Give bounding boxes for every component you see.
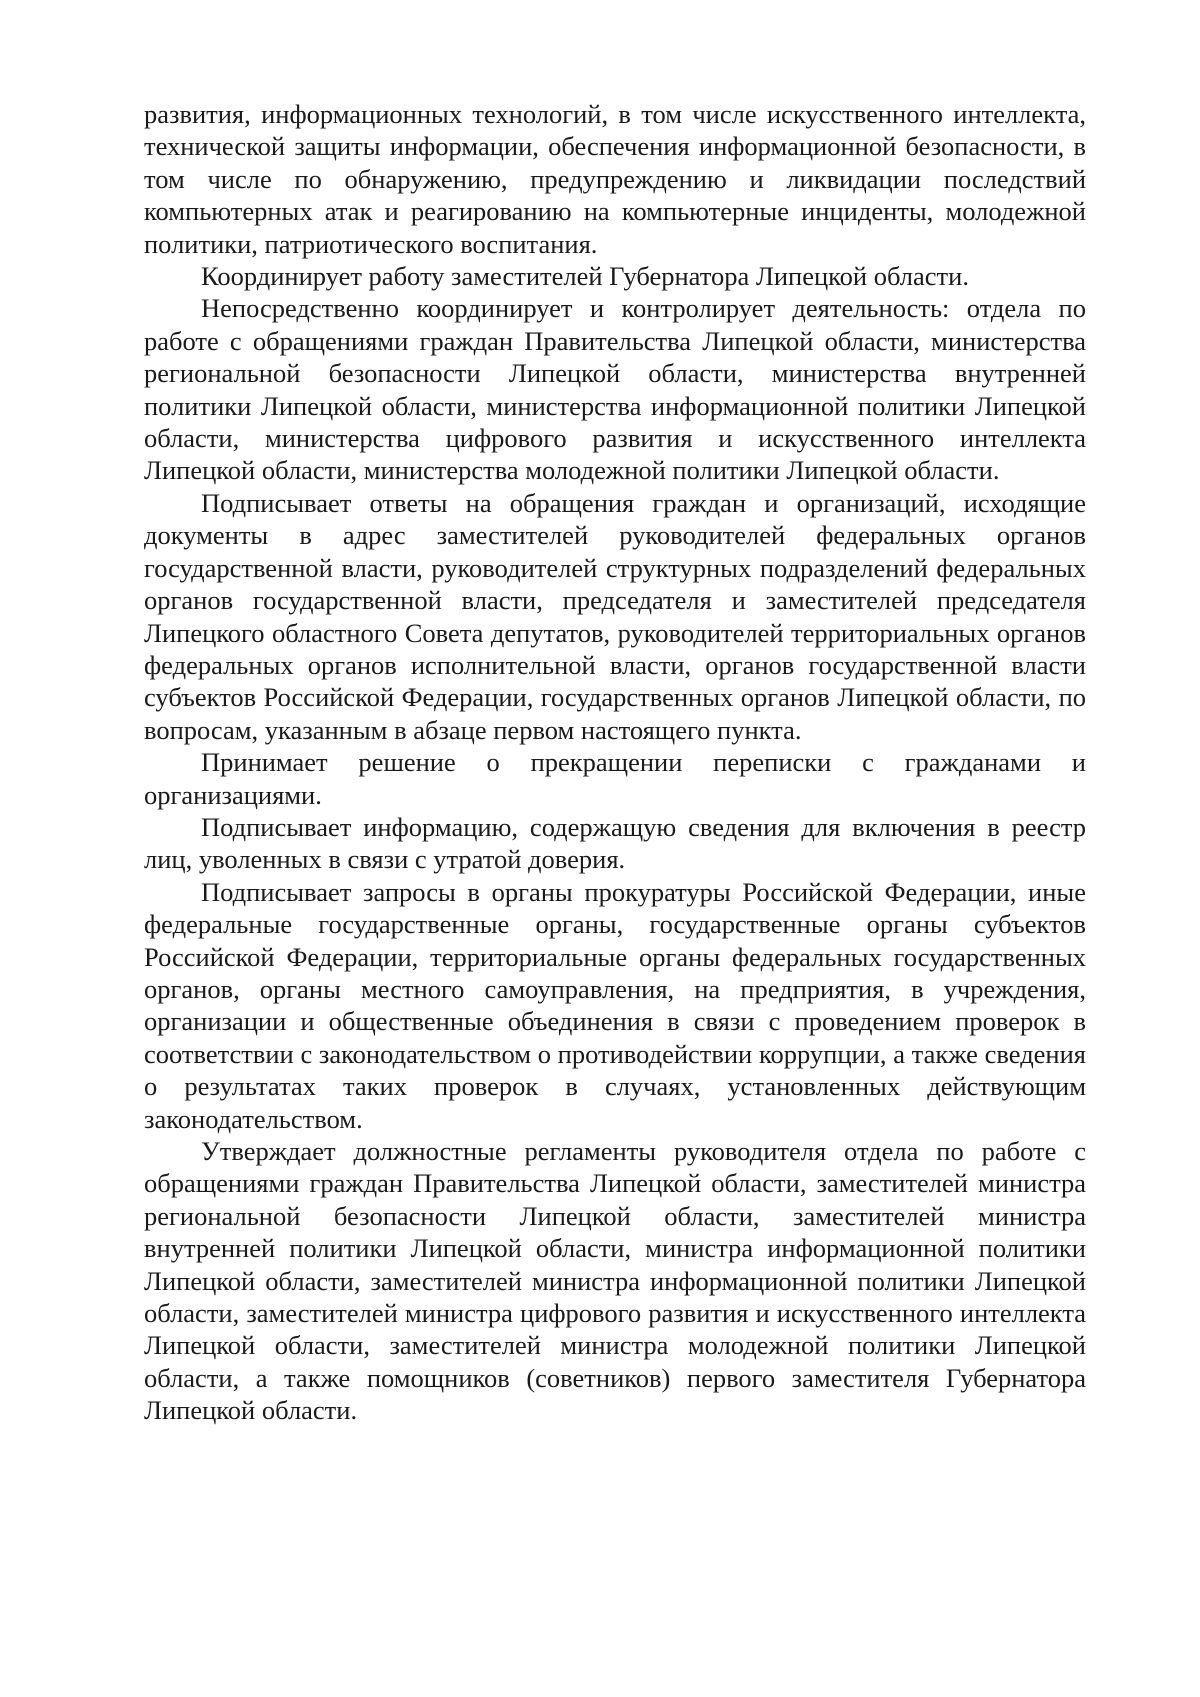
document-body	[144, 98, 1086, 1427]
paragraph-2: Координирует работу заместителей Губернатора Липецкой области.	[201, 261, 969, 292]
paragraph-6: Подписывает информацию, содержащую сведения для включения в реестр лиц, уволенных в связи с утратой доверия.	[144, 811, 1086, 875]
paragraph-8: Утверждает должностные регламенты руководителя отдела по работе с обращениями граждан Правительства Липецкой области, заместителей министра региональной безопасности Липецкой области, заместителей министра внутренней политики Липецкой области, министра информационной политики Липецкой области, заместителей министра информационной политики Липецкой области, заместителей министра цифрового развития и искусственного интеллекта Липецкой области, заместителей министра молодежной политики Липецкой области, а также помощников (советников) первого заместителя Губернатора Липецкой области.	[144, 1136, 1086, 1426]
paragraph-7: Подписывает запросы в органы прокуратуры Российской Федерации, иные федеральные государственные органы, государственные органы субъектов Российской Федерации, территориальные органы федеральных государственных органов, органы местного самоуправления, на предприятия, в учреждения, организации и общественные объединения в связи с проведением проверок в соответствии с законодательством о противодействии коррупции, а также сведения о результатах таких проверок в случаях, установленных действующим законодательством.	[144, 876, 1086, 1134]
paragraph-5: Принимает решение о прекращении переписки с гражданами и организациями.	[144, 747, 1086, 810]
paragraph-4: Подписывает ответы на обращения граждан и организаций, исходящие документы в адрес заместителей руководителей федеральных органов государственной власти, руководителей структурных подразделений федеральных органов государственной власти, председателя и заместителей председателя Липецкого областного Совета депутатов, руководителей территориальных органов федеральных органов исполнительной власти, органов государственной власти субъектов Российской Федерации, государственных органов Липецкой области, по вопросам, указанным в абзаце первом настоящего пункта.	[144, 487, 1086, 745]
paragraph-1: развития, информационных технологий, в том числе искусственного интеллекта, технической защиты информации, обеспечения информационной безопасности, в том числе по обнаружению, предупреждению и ликвидации последствий компьютерных атак и реагированию на компьютерные инциденты, молодежной политики, патриотического воспитания.	[144, 99, 1086, 259]
paragraph-3: Непосредственно координирует и контролирует деятельность: отдела по работе с обращениями граждан Правительства Липецкой области, министерства региональной безопасности Липецкой области, министерства внутренней политики Липецкой области, министерства информационной политики Липецкой области, министерства цифрового развития и искусственного интеллекта Липецкой области, министерства молодежной политики Липецкой области.	[144, 293, 1086, 486]
